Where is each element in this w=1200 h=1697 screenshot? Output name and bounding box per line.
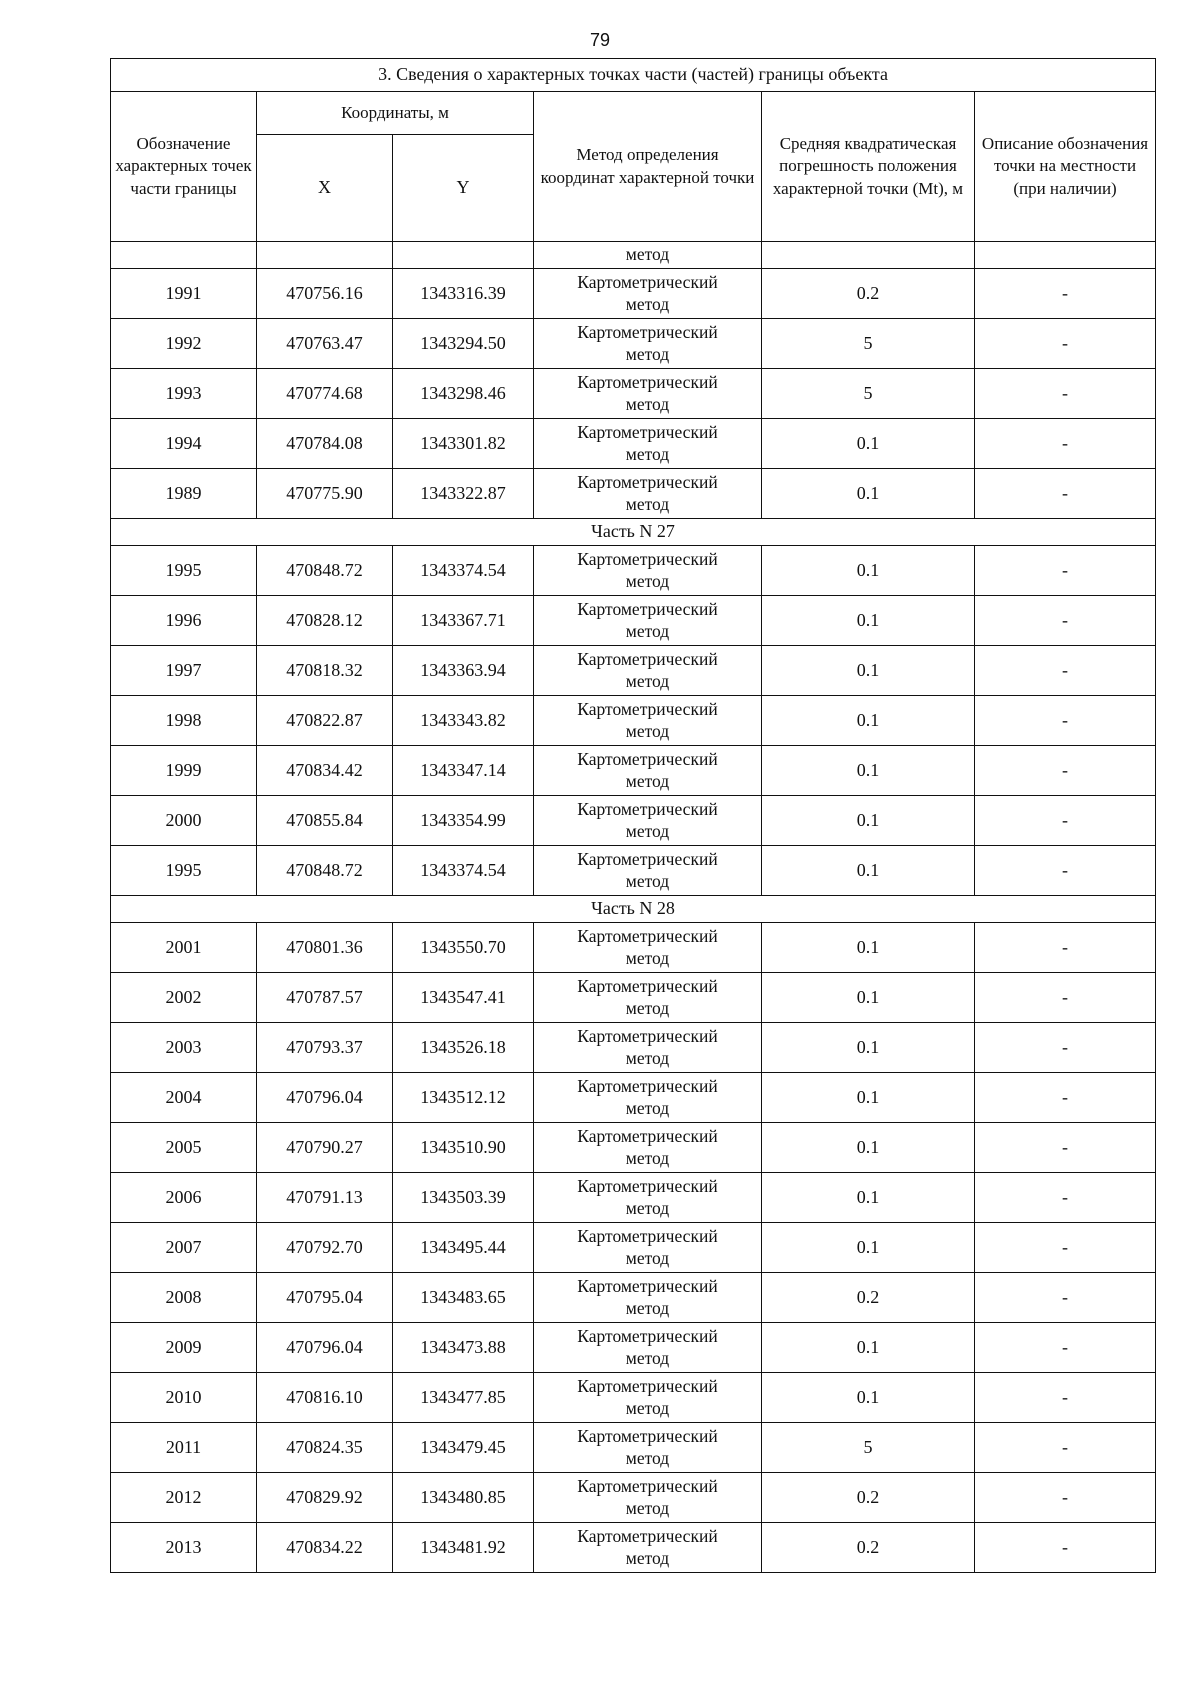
- cell-description: -: [975, 1073, 1156, 1123]
- cell-x: 470829.92: [257, 1473, 393, 1523]
- cell-method: [534, 596, 762, 646]
- cell-id: 2011: [111, 1423, 257, 1473]
- method-line-2: метод: [625, 393, 670, 414]
- cell-id: 1993: [111, 369, 257, 419]
- table-row: [111, 369, 1156, 419]
- cell-method: [534, 369, 762, 419]
- cell-description: -: [975, 923, 1156, 973]
- table-row: [111, 546, 1156, 596]
- cell-description: -: [975, 419, 1156, 469]
- cell-y: 1343354.99: [393, 796, 534, 846]
- method-line-2: метод: [625, 443, 670, 464]
- cell-id: 2009: [111, 1323, 257, 1373]
- method-line-2: метод: [625, 1347, 670, 1368]
- cell-y: 1343479.45: [393, 1423, 534, 1473]
- header-method: Метод определения координат характерной точки: [534, 92, 762, 242]
- method-line-1: Картометрический: [577, 1425, 718, 1446]
- cell-description: -: [975, 1123, 1156, 1173]
- method-line-1: Картометрический: [577, 471, 718, 492]
- cell-id: 2006: [111, 1173, 257, 1223]
- table-title: 3. Сведения о характерных точках части (частей) границы объекта: [111, 59, 1156, 92]
- cell-id: 1989: [111, 469, 257, 519]
- cell-description: -: [975, 1373, 1156, 1423]
- cell-description: -: [975, 1423, 1156, 1473]
- cell-y: 1343316.39: [393, 269, 534, 319]
- cell-id: 2013: [111, 1523, 257, 1573]
- cell-y: 1343298.46: [393, 369, 534, 419]
- method-line-2: метод: [625, 620, 670, 641]
- table-row: [111, 923, 1156, 973]
- cell-mt: 5: [762, 319, 975, 369]
- cell-id: 1991: [111, 269, 257, 319]
- cell-id: 2007: [111, 1223, 257, 1273]
- table-row: [111, 1273, 1156, 1323]
- cell-id: 2008: [111, 1273, 257, 1323]
- cell-method: [534, 269, 762, 319]
- cell-id: 2003: [111, 1023, 257, 1073]
- cell-mt: 0.1: [762, 746, 975, 796]
- cell-y: 1343547.41: [393, 973, 534, 1023]
- section-row: [111, 519, 1156, 546]
- cell-x: 470855.84: [257, 796, 393, 846]
- cell-method: [534, 973, 762, 1023]
- cell-x: 470790.27: [257, 1123, 393, 1173]
- cell-y: 1343343.82: [393, 696, 534, 746]
- cell-x: 470801.36: [257, 923, 393, 973]
- table-row: [111, 973, 1156, 1023]
- section-row: [111, 896, 1156, 923]
- cell-id: 1995: [111, 846, 257, 896]
- cell-id: 2005: [111, 1123, 257, 1173]
- table-row: [111, 1473, 1156, 1523]
- cell-mt: 0.2: [762, 1273, 975, 1323]
- cell-y: 1343347.14: [393, 746, 534, 796]
- cell-id: [111, 242, 257, 269]
- cell-id: 2004: [111, 1073, 257, 1123]
- table-row: [111, 1123, 1156, 1173]
- cell-method: [534, 796, 762, 846]
- method-line-2: метод: [625, 1397, 670, 1418]
- method-line-2: метод: [625, 870, 670, 891]
- cell-x: 470792.70: [257, 1223, 393, 1273]
- cell-y: 1343473.88: [393, 1323, 534, 1373]
- cell-id: 2012: [111, 1473, 257, 1523]
- method-line-2: метод: [625, 1497, 670, 1518]
- cell-x: 470796.04: [257, 1073, 393, 1123]
- cell-y: 1343480.85: [393, 1473, 534, 1523]
- method-line-1: Картометрический: [577, 648, 718, 669]
- cell-y: 1343495.44: [393, 1223, 534, 1273]
- cell-id: 1997: [111, 646, 257, 696]
- cell-description: -: [975, 1223, 1156, 1273]
- cell-id: 2002: [111, 973, 257, 1023]
- method-line-1: Картометрический: [577, 698, 718, 719]
- method-line-2: метод: [625, 1547, 670, 1568]
- method-line-2: метод: [625, 493, 670, 514]
- cell-method: [534, 1473, 762, 1523]
- method-line-1: Картометрический: [577, 1175, 718, 1196]
- cell-id: 1994: [111, 419, 257, 469]
- table-row: [111, 746, 1156, 796]
- cell-y: 1343477.85: [393, 1373, 534, 1423]
- cell-description: -: [975, 846, 1156, 896]
- cell-x: 470848.72: [257, 546, 393, 596]
- cell-y: 1343526.18: [393, 1023, 534, 1073]
- cell-x: 470774.68: [257, 369, 393, 419]
- method-line-2: метод: [625, 1247, 670, 1268]
- table-row: [111, 1173, 1156, 1223]
- cell-description: -: [975, 1323, 1156, 1373]
- cell-method: [534, 1123, 762, 1173]
- method-line-1: Картометрический: [577, 975, 718, 996]
- cell-mt: 0.1: [762, 419, 975, 469]
- cell-id: 1998: [111, 696, 257, 746]
- table-row: [111, 1023, 1156, 1073]
- table-body: [111, 242, 1156, 1573]
- method-line-2: метод: [625, 720, 670, 741]
- cell-description: -: [975, 696, 1156, 746]
- method-line-1: Картометрический: [577, 848, 718, 869]
- cell-description: -: [975, 319, 1156, 369]
- cell-id: 1999: [111, 746, 257, 796]
- cell-x: 470828.12: [257, 596, 393, 646]
- cell-description: -: [975, 1173, 1156, 1223]
- cell-method: [534, 1073, 762, 1123]
- cell-mt: 0.1: [762, 923, 975, 973]
- cell-mt: [762, 242, 975, 269]
- boundary-points-table: [110, 58, 1156, 1573]
- cell-method: [534, 1323, 762, 1373]
- table-row: [111, 1223, 1156, 1273]
- cell-x: 470796.04: [257, 1323, 393, 1373]
- method-line-2: метод: [625, 1047, 670, 1068]
- cell-y: 1343483.65: [393, 1273, 534, 1323]
- cell-mt: 0.1: [762, 1023, 975, 1073]
- cell-description: -: [975, 1273, 1156, 1323]
- cell-x: 470793.37: [257, 1023, 393, 1073]
- method-line-2: метод: [625, 570, 670, 591]
- cell-id: 1995: [111, 546, 257, 596]
- method-line-1: Картометрический: [577, 1475, 718, 1496]
- cell-mt: 0.1: [762, 1073, 975, 1123]
- method-line-2: метод: [625, 670, 670, 691]
- table-row: [111, 846, 1156, 896]
- cell-y: 1343301.82: [393, 419, 534, 469]
- cell-mt: 0.1: [762, 796, 975, 846]
- method-line-1: Картометрический: [577, 1025, 718, 1046]
- cell-method: [534, 696, 762, 746]
- table-row: [111, 1073, 1156, 1123]
- table-row: [111, 1373, 1156, 1423]
- cell-mt: 0.1: [762, 646, 975, 696]
- table-row: [111, 596, 1156, 646]
- cell-y: 1343363.94: [393, 646, 534, 696]
- cell-method: [534, 1173, 762, 1223]
- method-line-1: Картометрический: [577, 421, 718, 442]
- cell-description: -: [975, 746, 1156, 796]
- table-row-fragment: [111, 242, 1156, 269]
- cell-method: [534, 1273, 762, 1323]
- cell-mt: 0.1: [762, 596, 975, 646]
- cell-method: [534, 419, 762, 469]
- method-line-1: Картометрический: [577, 1075, 718, 1096]
- table-row: [111, 269, 1156, 319]
- cell-method: [534, 1223, 762, 1273]
- cell-description: -: [975, 646, 1156, 696]
- cell-x: 470822.87: [257, 696, 393, 746]
- cell-y: 1343512.12: [393, 1073, 534, 1123]
- cell-method: [534, 1523, 762, 1573]
- cell-id: 2010: [111, 1373, 257, 1423]
- method-line-2: метод: [625, 1147, 670, 1168]
- table-row: [111, 1423, 1156, 1473]
- method-line-1: Картометрический: [577, 548, 718, 569]
- method-line-1: Картометрический: [577, 1125, 718, 1146]
- method-line-2: метод: [625, 343, 670, 364]
- cell-y: 1343374.54: [393, 546, 534, 596]
- method-line-2: метод: [625, 770, 670, 791]
- method-line-1: Картометрический: [577, 748, 718, 769]
- table-row: [111, 469, 1156, 519]
- cell-method: [534, 846, 762, 896]
- method-line-1: Картометрический: [577, 598, 718, 619]
- cell-description: -: [975, 973, 1156, 1023]
- table-row: [111, 1523, 1156, 1573]
- cell-description: -: [975, 469, 1156, 519]
- cell-description: -: [975, 796, 1156, 846]
- cell-method: [534, 646, 762, 696]
- method-line-1: Картометрический: [577, 371, 718, 392]
- cell-mt: 0.2: [762, 1523, 975, 1573]
- cell-x: 470824.35: [257, 1423, 393, 1473]
- cell-x: 470834.22: [257, 1523, 393, 1573]
- header-designation: Обозначение характерных точек части границы: [111, 92, 257, 242]
- cell-mt: 0.1: [762, 1323, 975, 1373]
- cell-description: -: [975, 1523, 1156, 1573]
- cell-id: 1992: [111, 319, 257, 369]
- method-line-2: метод: [625, 1197, 670, 1218]
- cell-mt: 0.1: [762, 1223, 975, 1273]
- method-line-1: Картометрический: [577, 925, 718, 946]
- cell-mt: 0.1: [762, 469, 975, 519]
- cell-x: 470816.10: [257, 1373, 393, 1423]
- cell-method: [534, 746, 762, 796]
- cell-y: 1343374.54: [393, 846, 534, 896]
- method-line-1: Картометрический: [577, 798, 718, 819]
- cell-x: [257, 242, 393, 269]
- cell-y: 1343294.50: [393, 319, 534, 369]
- section-label: Часть N 28: [111, 896, 1156, 923]
- cell-x: 470756.16: [257, 269, 393, 319]
- method-line-1: Картометрический: [577, 1375, 718, 1396]
- cell-x: 470775.90: [257, 469, 393, 519]
- cell-x: 470795.04: [257, 1273, 393, 1323]
- cell-mt: 0.1: [762, 546, 975, 596]
- header-error: Средняя квадратическая погрешность положения характерной точки (Mt), м: [762, 92, 975, 242]
- cell-mt: 0.1: [762, 696, 975, 746]
- cell-x: 470848.72: [257, 846, 393, 896]
- header-description: Описание обозначения точки на местности (при наличии): [975, 92, 1156, 242]
- cell-mt: 0.1: [762, 973, 975, 1023]
- cell-method: [534, 469, 762, 519]
- cell-y: 1343550.70: [393, 923, 534, 973]
- method-line-2: метод: [625, 1097, 670, 1118]
- cell-y: 1343503.39: [393, 1173, 534, 1223]
- cell-description: -: [975, 269, 1156, 319]
- table-row: [111, 646, 1156, 696]
- cell-method: [534, 319, 762, 369]
- header-coordinates: Координаты, м: [257, 92, 534, 135]
- cell-mt: 0.1: [762, 1173, 975, 1223]
- cell-description: -: [975, 546, 1156, 596]
- method-line-1: Картометрический: [577, 1325, 718, 1346]
- method-line-1: Картометрический: [577, 1225, 718, 1246]
- page-number: 79: [589, 30, 611, 50]
- table-row: [111, 419, 1156, 469]
- cell-y: 1343367.71: [393, 596, 534, 646]
- cell-x: 470818.32: [257, 646, 393, 696]
- table-row: [111, 796, 1156, 846]
- cell-id: 1996: [111, 596, 257, 646]
- method-line-2: метод: [625, 997, 670, 1018]
- method-line-2: метод: [625, 947, 670, 968]
- cell-method: [534, 1023, 762, 1073]
- cell-method: [534, 923, 762, 973]
- method-line-2: метод: [625, 1297, 670, 1318]
- method-line-1: Картометрический: [577, 271, 718, 292]
- method-line-1: Картометрический: [577, 1525, 718, 1546]
- cell-y: [393, 242, 534, 269]
- cell-description: [975, 242, 1156, 269]
- cell-description: -: [975, 1023, 1156, 1073]
- cell-x: 470834.42: [257, 746, 393, 796]
- cell-mt: 0.2: [762, 269, 975, 319]
- cell-mt: 5: [762, 1423, 975, 1473]
- cell-x: 470763.47: [257, 319, 393, 369]
- cell-x: 470791.13: [257, 1173, 393, 1223]
- cell-id: 2001: [111, 923, 257, 973]
- cell-description: -: [975, 369, 1156, 419]
- cell-mt: 0.1: [762, 1373, 975, 1423]
- table-row: [111, 696, 1156, 746]
- cell-mt: 0.2: [762, 1473, 975, 1523]
- cell-mt: 0.1: [762, 846, 975, 896]
- table-row: [111, 1323, 1156, 1373]
- method-line-1: Картометрический: [577, 1275, 718, 1296]
- cell-mt: 0.1: [762, 1123, 975, 1173]
- method-line-2: метод: [625, 820, 670, 841]
- cell-description: -: [975, 596, 1156, 646]
- section-label: Часть N 27: [111, 519, 1156, 546]
- cell-method: [534, 1423, 762, 1473]
- method-line-1: Картометрический: [577, 321, 718, 342]
- cell-mt: 5: [762, 369, 975, 419]
- header-x: X: [257, 135, 393, 242]
- cell-y: 1343481.92: [393, 1523, 534, 1573]
- cell-x: 470787.57: [257, 973, 393, 1023]
- cell-method: [534, 546, 762, 596]
- cell-y: 1343510.90: [393, 1123, 534, 1173]
- table-row: [111, 319, 1156, 369]
- cell-description: -: [975, 1473, 1156, 1523]
- method-line-2: метод: [625, 293, 670, 314]
- header-y: Y: [393, 135, 534, 242]
- method-line-2: метод: [625, 1447, 670, 1468]
- cell-method: метод: [534, 242, 762, 269]
- cell-y: 1343322.87: [393, 469, 534, 519]
- cell-id: 2000: [111, 796, 257, 846]
- cell-method: [534, 1373, 762, 1423]
- cell-x: 470784.08: [257, 419, 393, 469]
